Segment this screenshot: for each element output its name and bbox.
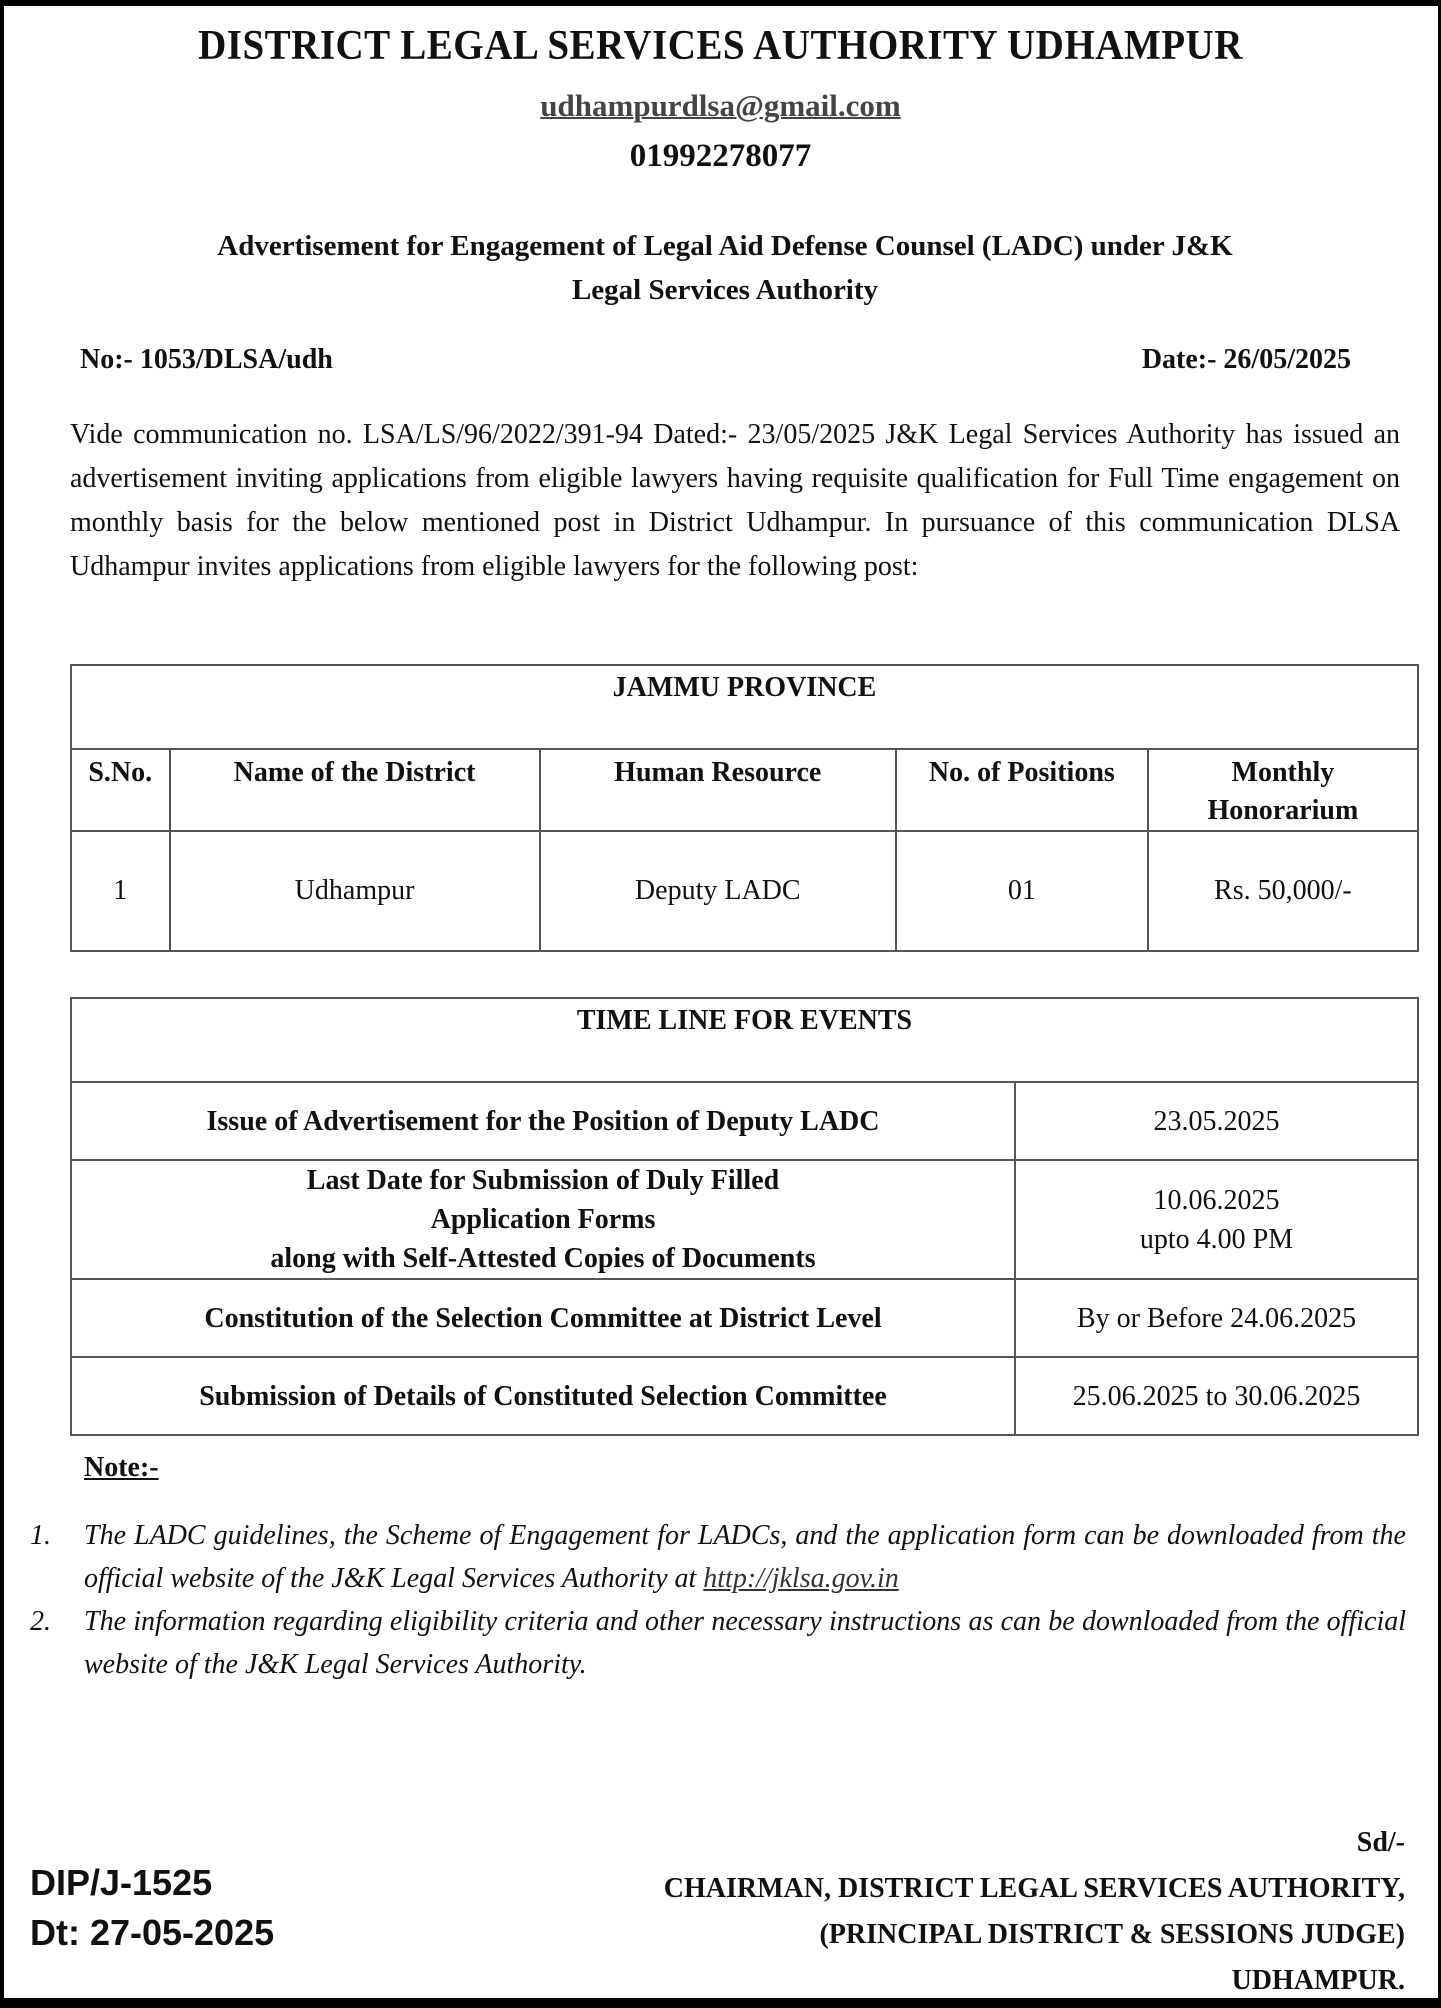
event-line: Application Forms — [430, 1204, 656, 1235]
note-text: The information regarding eligibility criteria and other necessary instructions as can be downloaded from the official website of the J&K Legal Services Authority. — [84, 1606, 1406, 1680]
event-submission-details: Submission of Details of Constituted Selection Committee — [71, 1357, 1015, 1435]
list-item — [30, 1600, 1406, 1686]
positions-table-caption: JAMMU PROVINCE — [71, 665, 1418, 749]
event-constitution-committee: Constitution of the Selection Committee at District Level — [71, 1279, 1015, 1357]
timeline-table-caption: TIME LINE FOR EVENTS — [71, 998, 1418, 1082]
positions-table — [70, 664, 1419, 952]
header-sno: S.No. — [71, 749, 170, 831]
dip-number: DIP/J-1525 — [30, 1862, 213, 1903]
dip-date: Dt: 27-05-2025 — [30, 1912, 275, 1953]
header-human-resource: Human Resource — [540, 749, 896, 831]
event-issue-advertisement: Issue of Advertisement for the Position of Deputy LADC — [71, 1082, 1015, 1160]
event-line: Last Date for Submission of Duly Filled — [306, 1165, 780, 1196]
table-row — [71, 1082, 1418, 1160]
contact-phone: 01992278077 — [629, 138, 812, 174]
event-line: along with Self-Attested Copies of Documents — [270, 1243, 816, 1274]
advertisement-subject — [80, 224, 1370, 312]
date-issue-advertisement: 23.05.2025 — [1015, 1082, 1418, 1160]
notes-list — [30, 1514, 1406, 1686]
table-row — [71, 1279, 1418, 1357]
authority-title: DISTRICT LEGAL SERVICES AUTHORITY UDHAMPUR — [198, 23, 1243, 69]
event-last-date-submission — [71, 1160, 1015, 1279]
note-label: Note:- — [84, 1452, 159, 1483]
subject-line-1: Advertisement for Engagement of Legal Aid Defense Counsel (LADC) under J&K — [217, 230, 1233, 262]
reference-number: No:- 1053/DLSA/udh — [80, 344, 333, 375]
dip-stamp — [30, 1858, 274, 1958]
table-row — [71, 1160, 1418, 1279]
note-text: The LADC guidelines, the Scheme of Engagement for LADCs, and the application form can be downloaded from the official website of the J&K Legal Services Authority at — [84, 1520, 1406, 1594]
date-line: 10.06.2025 — [1153, 1184, 1280, 1216]
table-row — [71, 1357, 1418, 1435]
note-number: 2. — [30, 1606, 51, 1637]
date-last-date-submission — [1015, 1160, 1418, 1279]
cell-district: Udhampur — [170, 831, 540, 951]
subject-line-2: Legal Services Authority — [571, 274, 879, 306]
date-submission-details: 25.06.2025 to 30.06.2025 — [1015, 1357, 1418, 1435]
contact-email[interactable] — [0, 88, 1441, 124]
header-district: Name of the District — [170, 749, 540, 831]
signature-block — [664, 1820, 1405, 2004]
header-positions: No. of Positions — [896, 749, 1148, 831]
positions-table-header-row — [71, 749, 1418, 831]
cell-human-resource: Deputy LADC — [540, 831, 896, 951]
date-constitution-committee: By or Before 24.06.2025 — [1015, 1279, 1418, 1357]
header-honorarium: Monthly Honorarium — [1148, 749, 1418, 831]
reference-date: Date:- 26/05/2025 — [1141, 344, 1351, 375]
body-paragraph: Vide communication no. LSA/LS/96/2022/391-94 Dated:- 23/05/2025 J&K Legal Services Authority has issued an advertisement inviting applications from eligible lawyers having requisite qualification for Full Time engagement on monthly basis for the below mentioned post in District Udhampur. In pursuance of this communication DLSA Udhampur invites applications from eligible lawyers for the following post: — [70, 419, 1400, 582]
timeline-table — [70, 997, 1419, 1436]
signatory-location: UDHAMPUR. — [1231, 1965, 1405, 1996]
note-number: 1. — [30, 1520, 51, 1551]
signature-sd: Sd/- — [1356, 1827, 1405, 1858]
cell-sno: 1 — [71, 831, 170, 951]
table-row — [71, 831, 1418, 951]
signatory-title: CHAIRMAN, DISTRICT LEGAL SERVICES AUTHORITY, — [663, 1873, 1405, 1904]
list-item — [30, 1514, 1406, 1600]
cell-positions: 01 — [896, 831, 1148, 951]
signatory-designation: (PRINCIPAL DISTRICT & SESSIONS JUDGE) — [819, 1919, 1405, 1950]
jklsa-website-link[interactable]: http://jklsa.gov.in — [703, 1563, 899, 1594]
cell-honorarium: Rs. 50,000/- — [1148, 831, 1418, 951]
email-link[interactable]: udhampurdlsa@gmail.com — [540, 88, 901, 123]
time-line: upto 4.00 PM — [1139, 1223, 1294, 1255]
